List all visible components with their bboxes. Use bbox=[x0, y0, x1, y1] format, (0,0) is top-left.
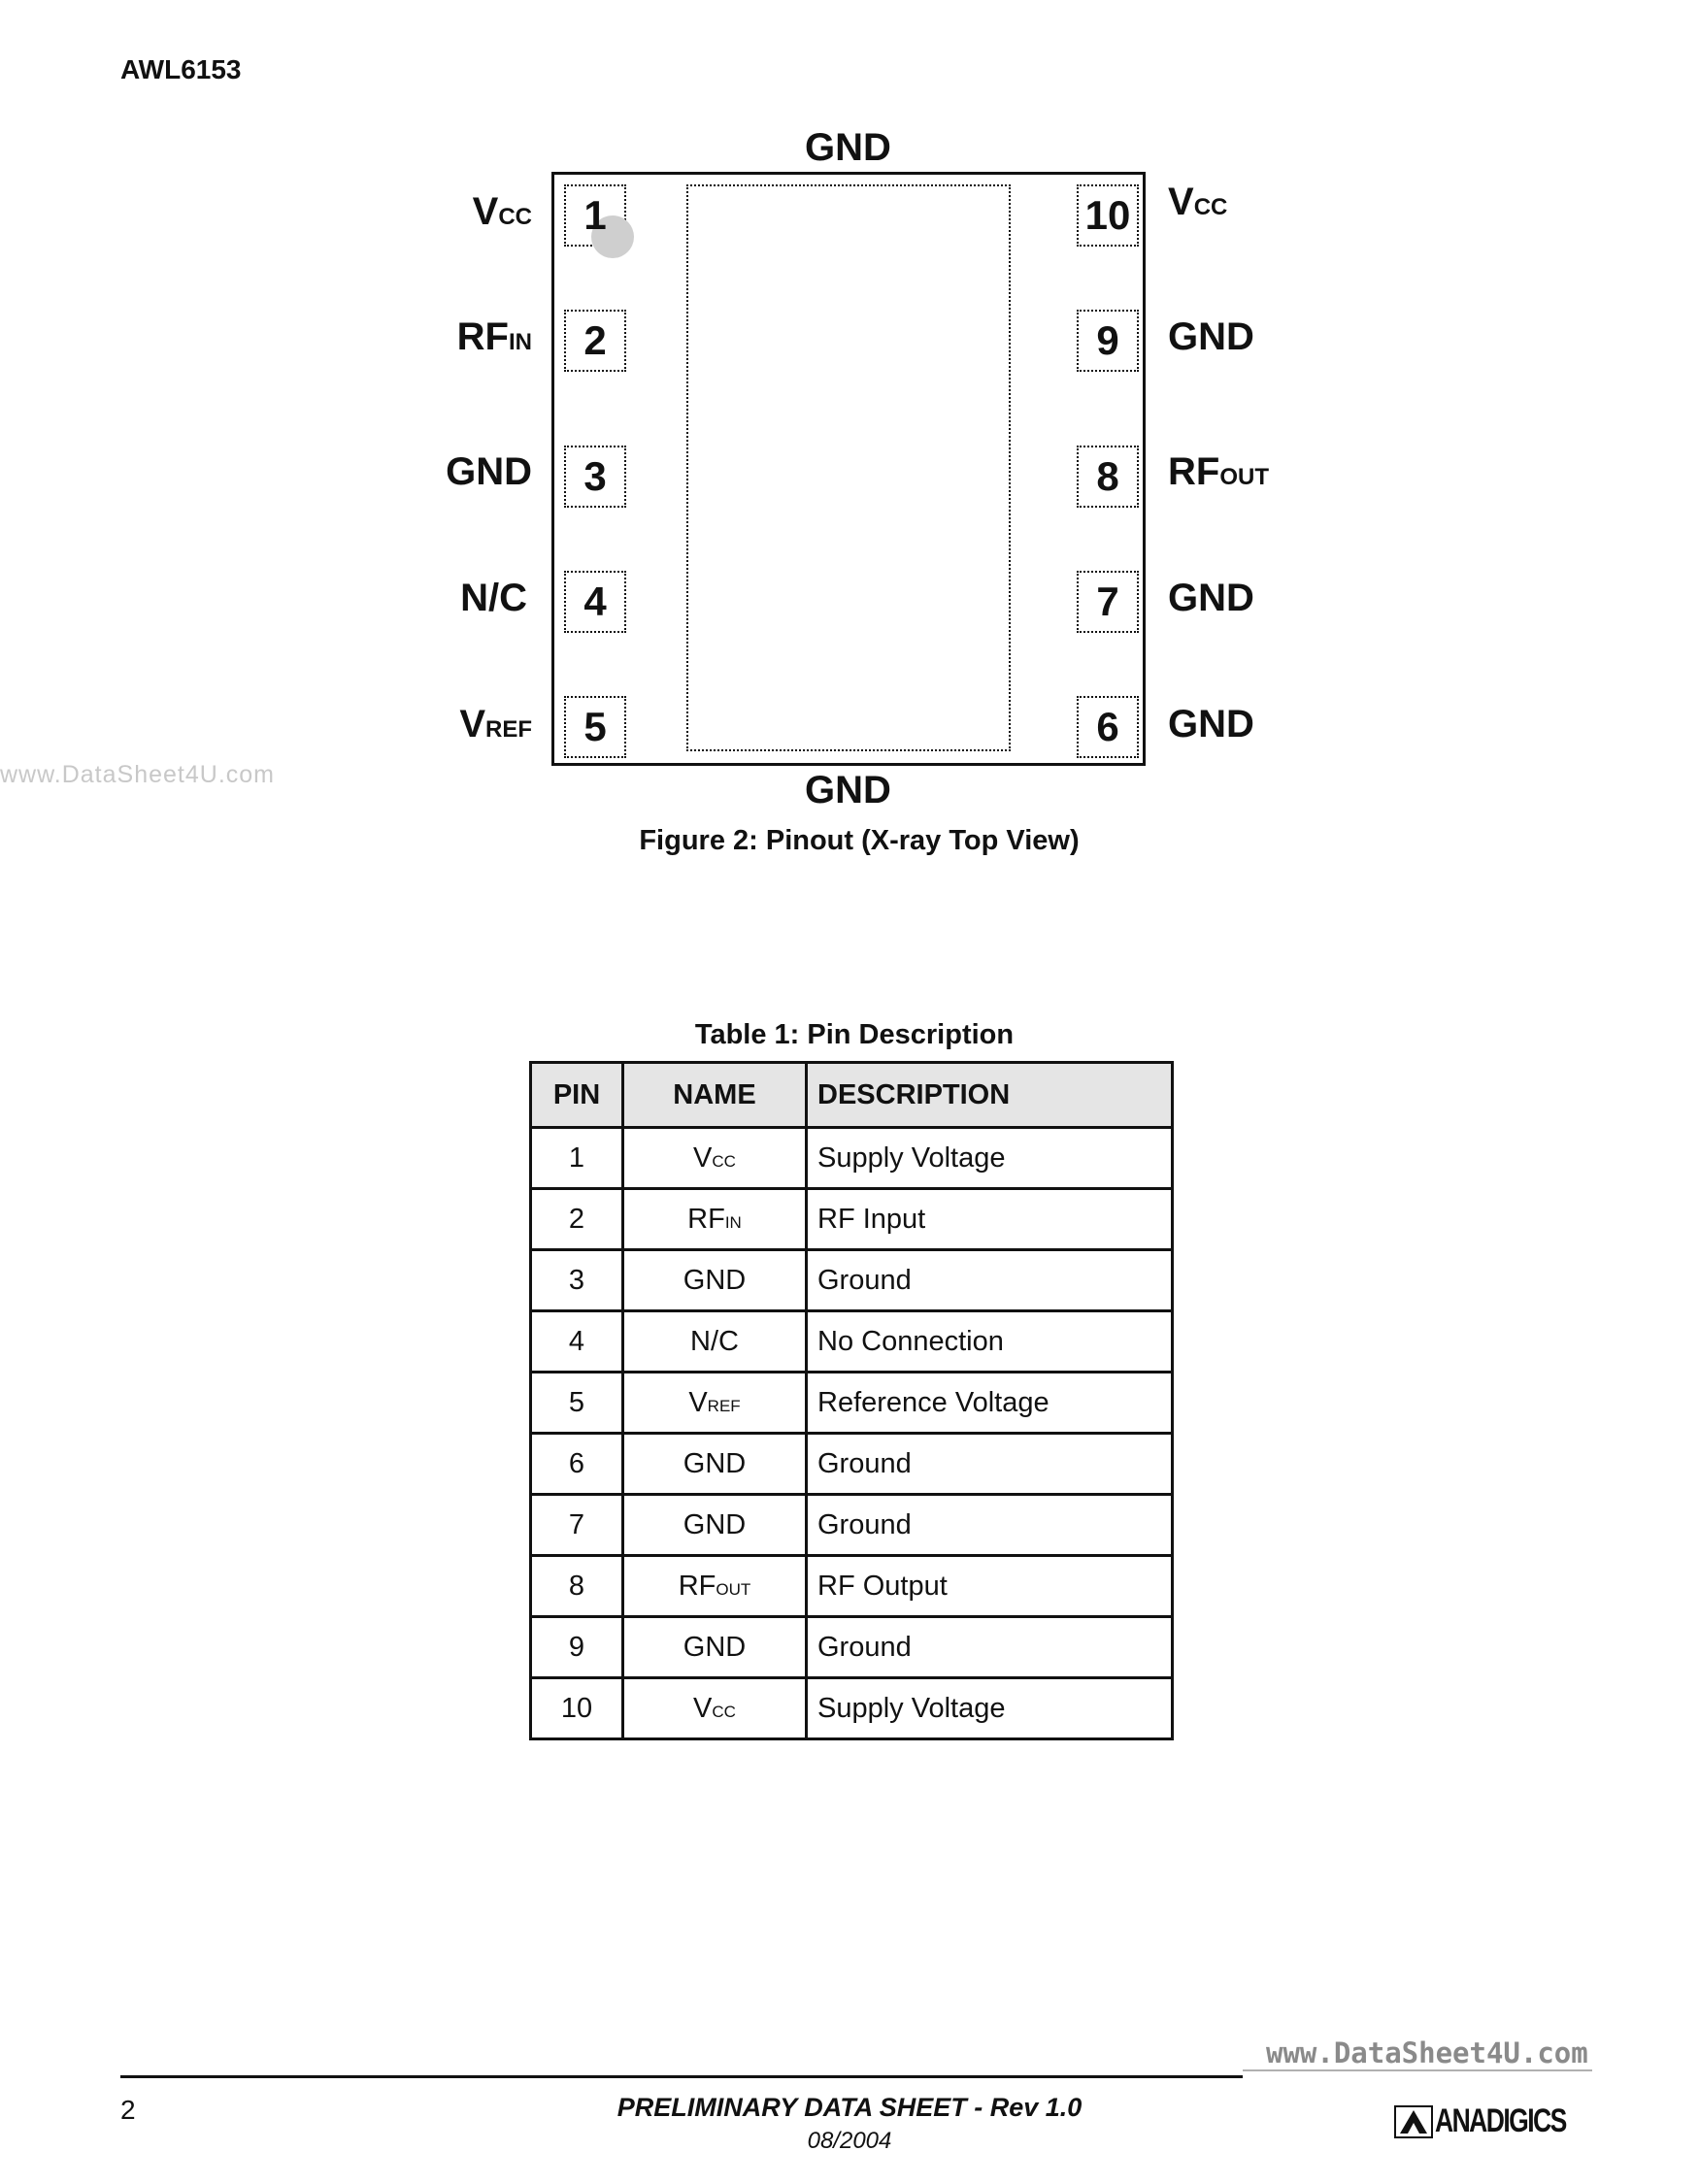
pad-number: 7 bbox=[1096, 579, 1119, 624]
pad-2 bbox=[564, 310, 626, 372]
pin-label-6: GND bbox=[1168, 703, 1254, 745]
table-row bbox=[531, 1556, 1173, 1617]
cell-description: RF Input bbox=[807, 1189, 1173, 1250]
cell-name: GND bbox=[623, 1434, 807, 1495]
cell-pin: 1 bbox=[531, 1128, 623, 1189]
pad-10 bbox=[1077, 184, 1139, 247]
cell-pin: 4 bbox=[531, 1311, 623, 1373]
pad-6 bbox=[1077, 696, 1139, 758]
pin-label-9: GND bbox=[1168, 315, 1254, 358]
pin-description-table bbox=[529, 1061, 1174, 1740]
cell-description: Ground bbox=[807, 1617, 1173, 1678]
header-name: NAME bbox=[623, 1063, 807, 1128]
pinout-top-gnd-label: GND bbox=[805, 126, 891, 169]
cell-pin: 5 bbox=[531, 1373, 623, 1434]
cell-name: VCC bbox=[623, 1128, 807, 1189]
pad-number: 4 bbox=[583, 579, 607, 624]
table-row bbox=[531, 1495, 1173, 1556]
cell-description: Supply Voltage bbox=[807, 1678, 1173, 1739]
pad-number: 10 bbox=[1084, 192, 1131, 238]
footer-rule bbox=[120, 2075, 1243, 2078]
cell-description: Reference Voltage bbox=[807, 1373, 1173, 1434]
footer-date: 08/2004 bbox=[807, 2128, 892, 2154]
table-header-row bbox=[531, 1063, 1173, 1128]
pad-3 bbox=[564, 446, 626, 508]
pad-9 bbox=[1077, 310, 1139, 372]
cell-description: Supply Voltage bbox=[807, 1128, 1173, 1189]
cell-pin: 10 bbox=[531, 1678, 623, 1739]
table-row bbox=[531, 1373, 1173, 1434]
cell-name: GND bbox=[623, 1250, 807, 1311]
cell-description: Ground bbox=[807, 1250, 1173, 1311]
logo-text: ANADIGICS bbox=[1435, 2102, 1566, 2139]
pad-7 bbox=[1077, 571, 1139, 633]
cell-name: VCC bbox=[623, 1678, 807, 1739]
cell-pin: 7 bbox=[531, 1495, 623, 1556]
cell-description: RF Output bbox=[807, 1556, 1173, 1617]
header-description: DESCRIPTION bbox=[807, 1063, 1173, 1128]
pad-4 bbox=[564, 571, 626, 633]
table-row bbox=[531, 1434, 1173, 1495]
footer-title: PRELIMINARY DATA SHEET - Rev 1.0 bbox=[616, 2093, 1083, 2122]
cell-description: No Connection bbox=[807, 1311, 1173, 1373]
table-row bbox=[531, 1311, 1173, 1373]
cell-name: GND bbox=[623, 1617, 807, 1678]
part-number: AWL6153 bbox=[120, 54, 242, 84]
cell-pin: 8 bbox=[531, 1556, 623, 1617]
cell-pin: 3 bbox=[531, 1250, 623, 1311]
cell-description: Ground bbox=[807, 1495, 1173, 1556]
pin-label-8: RFOUT bbox=[1168, 450, 1269, 493]
pinout-bottom-gnd-label: GND bbox=[805, 769, 891, 811]
cell-name: VREF bbox=[623, 1373, 807, 1434]
package-outline bbox=[551, 172, 1146, 766]
figure-caption: Figure 2: Pinout (X-ray Top View) bbox=[639, 825, 1080, 856]
cell-name: RFOUT bbox=[623, 1556, 807, 1617]
exposed-ground-paddle bbox=[686, 184, 1011, 751]
pin-label-3: GND bbox=[446, 450, 532, 493]
cell-name: RFIN bbox=[623, 1189, 807, 1250]
pad-number: 6 bbox=[1096, 704, 1119, 749]
pin-label-7: GND bbox=[1168, 577, 1254, 619]
table-row bbox=[531, 1189, 1173, 1250]
pin-label-4: N/C bbox=[460, 577, 527, 619]
table-row bbox=[531, 1678, 1173, 1739]
watermark-underline bbox=[1243, 2069, 1592, 2071]
table-row bbox=[531, 1250, 1173, 1311]
table-row bbox=[531, 1128, 1173, 1189]
table-row bbox=[531, 1617, 1173, 1678]
table-caption: Table 1: Pin Description bbox=[694, 1019, 1015, 1050]
page-number: 2 bbox=[120, 2095, 136, 2125]
cell-pin: 6 bbox=[531, 1434, 623, 1495]
pad-number: 9 bbox=[1096, 317, 1119, 363]
pad-8 bbox=[1077, 446, 1139, 508]
pad-5 bbox=[564, 696, 626, 758]
pad-number: 2 bbox=[583, 317, 607, 363]
pad-1 bbox=[564, 184, 626, 247]
pad-number: 1 bbox=[583, 192, 607, 238]
pad-number: 8 bbox=[1096, 453, 1119, 499]
anadigics-logo-icon bbox=[1394, 2105, 1433, 2138]
cell-description: Ground bbox=[807, 1434, 1173, 1495]
pad-number: 5 bbox=[583, 704, 607, 749]
pin-label-10: VCC bbox=[1168, 181, 1228, 223]
pad-number: 3 bbox=[583, 453, 607, 499]
watermark-right: www.DataSheet4U.com bbox=[1266, 2036, 1588, 2069]
cell-name: GND bbox=[623, 1495, 807, 1556]
pin-label-2: RFIN bbox=[456, 315, 532, 358]
cell-name: N/C bbox=[623, 1311, 807, 1373]
pin-label-5: VREF bbox=[459, 703, 532, 745]
cell-pin: 9 bbox=[531, 1617, 623, 1678]
company-logo bbox=[1394, 2102, 1603, 2140]
header-pin: PIN bbox=[531, 1063, 623, 1128]
cell-pin: 2 bbox=[531, 1189, 623, 1250]
watermark-left: www.DataSheet4U.com bbox=[0, 761, 276, 788]
pin-label-1: VCC bbox=[472, 190, 532, 233]
